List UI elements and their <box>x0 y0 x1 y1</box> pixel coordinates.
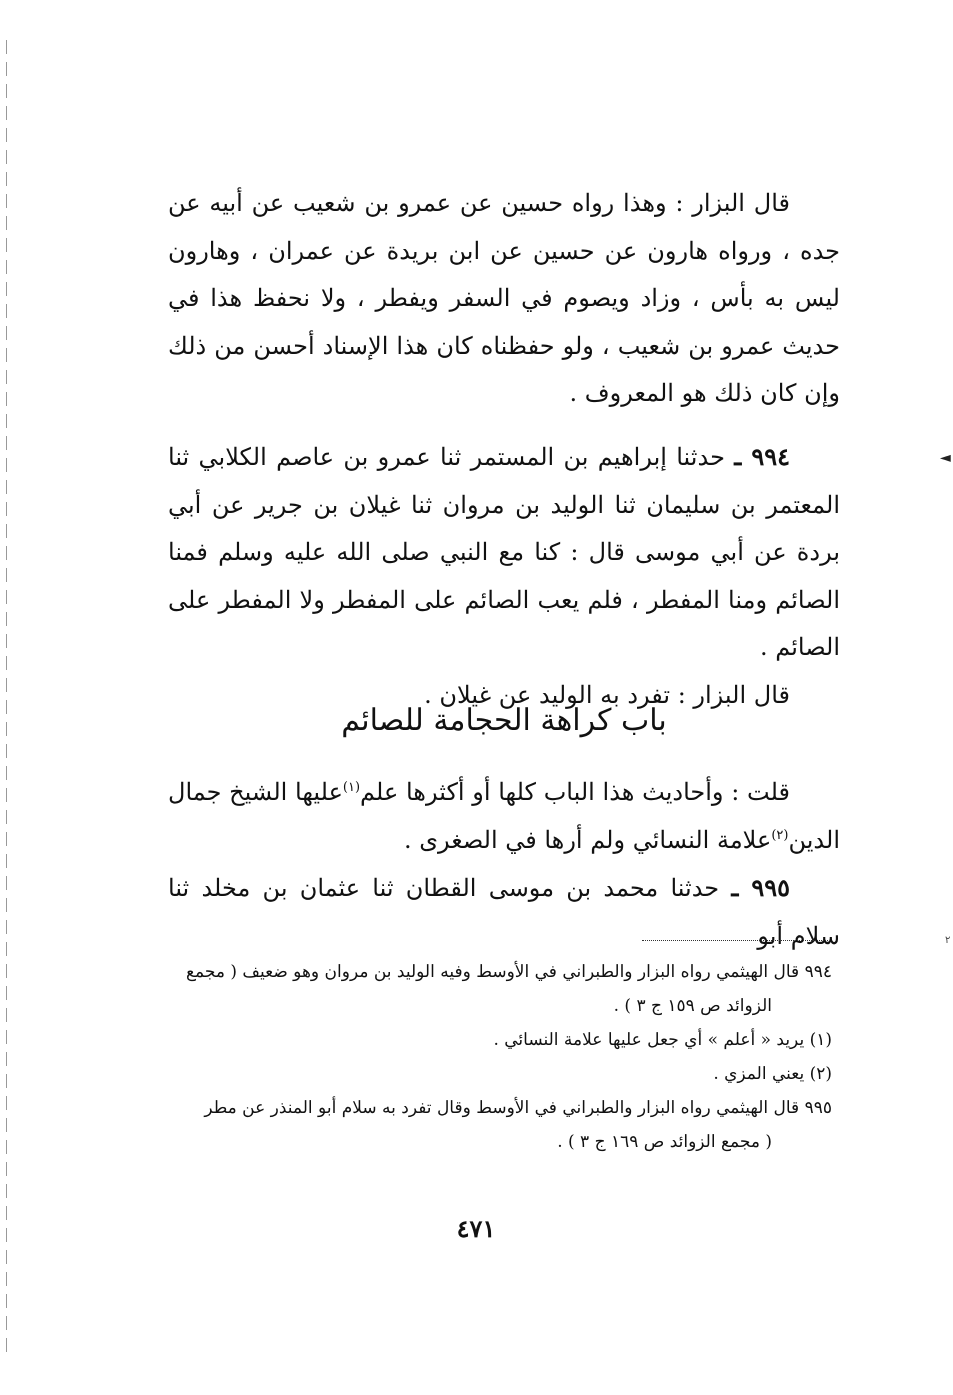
hadith-994-paragraph <box>168 433 840 672</box>
binding-edge-line <box>6 40 7 1360</box>
hadith-994-block <box>168 433 840 719</box>
hadith-994-text: حدثنا إبراهيم بن المستمر ثنا عمرو بن عاصم الكلابي ثنا المعتمر بن سليمان ثنا الوليد بن مروان ثنا غيلان بن جرير عن أبي بردة عن أبي موسى قال : كنا مع النبي صلى الله عليه وسلم فمنا الصائم ومنا المفطر ، فلم يعب الصائم على المفطر ولا المفطر على الصائم . <box>168 443 840 661</box>
footnote-2: (٢) يعني المزي . <box>713 1064 832 1084</box>
qult-text-part-3: علامة النسائي ولم أرها في الصغرى . <box>403 825 772 854</box>
hadith-995-number: ٩٩٥ ـ <box>731 873 790 902</box>
section-body <box>168 769 840 960</box>
hadith-995-paragraph <box>168 864 840 960</box>
footnote-separator <box>642 940 828 941</box>
hadith-995-text: حدثنا محمد بن موسى القطان ثنا عثمان بن مخلد ثنا سلام أبو <box>168 874 840 950</box>
qult-paragraph <box>168 769 840 864</box>
margin-tick-mark: ٢ <box>945 935 951 946</box>
footnote-995-line-2: ( مجمع الزوائد ص ١٦٩ ج ٣ ) . <box>557 1132 772 1152</box>
paragraph-bazzar-commentary: قال البزار : وهذا رواه حسين عن عمرو بن شعيب عن أبيه عن جده ، ورواه هارون عن حسين عن ابن بريدة عن عمران ، وهارون ليس به بأس ، وزاد ويصوم في السفر ويفطر ، ولا نحفظ هذا في حديث عمرو بن شعيب ، ولو حفظناه كان هذا الإسناد أحسن من ذلك وإن كان ذلك هو المعروف . <box>168 189 840 407</box>
footnote-ref-2: (٢) <box>771 827 789 843</box>
bazzar-remark: قال البزار : تفرد به الوليد عن غيلان . <box>424 680 790 709</box>
footnote-994-line-2: الزوائد ص ١٥٩ ج ٣ ) . <box>613 996 772 1016</box>
qult-text-part-2: عليها الشيخ جمال الدين <box>168 778 840 854</box>
section-title: باب كراهة الحجامة للصائم <box>341 703 667 738</box>
footnote-ref-1: (١) <box>342 780 361 795</box>
page-number: ٤٧١ <box>456 1214 496 1243</box>
footnote-1: (١) يريد « أعلم » أي جعل عليها علامة النسائي . <box>493 1030 832 1050</box>
qult-text-part-1: قلت : وأحاديث هذا الباب كلها أو أكثرها علم <box>360 778 791 806</box>
footnote-994-line-1: ٩٩٤ قال الهيثمي رواه البزار والطبراني في الأوسط وفيه الوليد بن مروان وهو ضعيف ( مجمع <box>186 962 832 982</box>
footnotes <box>162 955 842 1159</box>
hadith-994-number: ٩٩٤ ـ <box>734 442 790 471</box>
footnote-995-line-1: ٩٩٥ قال الهيثمي رواه البزار والطبراني في الأوسط وقال تفرد به سلام أبو المنذر عن مطر <box>204 1098 832 1118</box>
margin-pointer-mark: ◄ <box>940 450 951 466</box>
